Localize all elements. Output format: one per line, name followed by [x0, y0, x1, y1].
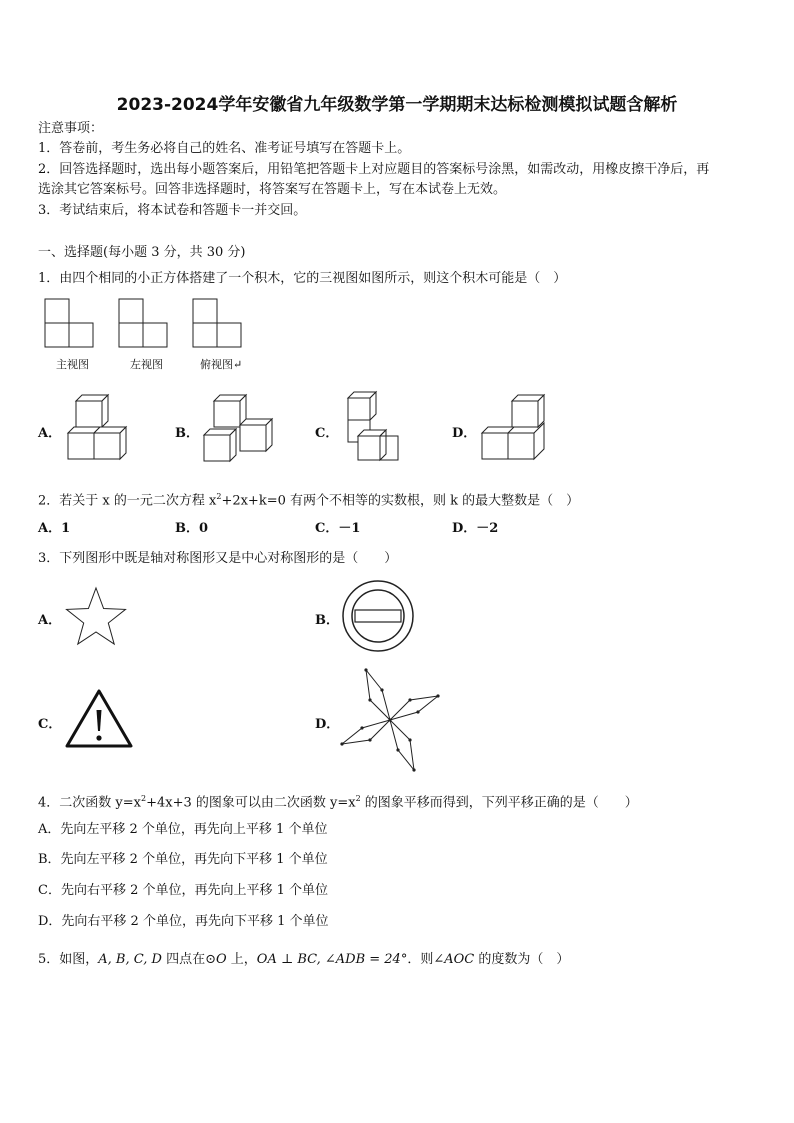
q4-option-b: B．先向左平移 2 个单位，再先向下平移 1 个单位: [38, 852, 328, 867]
q1-option-a-label: A．: [38, 426, 62, 441]
question-4-stem: [38, 791, 638, 811]
note-3: 3．考试结束后，将本试卷和答题卡一并交回。: [38, 203, 307, 218]
pinwheel-figure: [340, 666, 440, 774]
question-5-stem: [38, 952, 569, 968]
q3-option-d-label: D．: [315, 717, 340, 732]
q3-option-b-label: B．: [315, 613, 339, 628]
star-figure: [63, 586, 129, 648]
q3-option-c-label: C．: [38, 717, 62, 732]
q4-exponent-1: 2: [140, 794, 147, 803]
note-2-cont: 选涂其它答案标号。回答非选择题时，将答案写在答题卡上，写在本试卷上无效。: [38, 182, 507, 197]
notes-heading: 注意事项：: [38, 121, 104, 136]
top-view-caption: 俯视图↵: [200, 358, 243, 371]
side-view-shape: [119, 299, 167, 347]
note-1: 1．答卷前，考生务必将自己的姓名、准考证号填写在答题卡上。: [38, 141, 411, 156]
note-2: 2．回答选择题时，选出每小题答案后，用铅笔把答题卡上对应题目的答案标号涂黑，如需改动，用橡皮擦干净后，再: [38, 162, 710, 177]
q2-option-c: C．－1: [315, 521, 361, 536]
q2-option-d: D．－2: [452, 521, 499, 536]
q1-option-b-label: B．: [175, 426, 199, 441]
q2-exponent: 2: [216, 492, 222, 501]
front-view-caption: 主视图: [56, 358, 89, 371]
q4-stem-part3: 的图象平移而得到，下列平移正确的是（ ）: [360, 795, 638, 811]
q4-option-a: A．先向左平移 2 个单位，再先向上平移 1 个单位: [38, 822, 328, 837]
q3-option-a-label: A．: [38, 613, 62, 628]
q5-condition: OA ⊥ BC, ∠ADB = 24°: [256, 952, 408, 967]
q5-stem-part3: 上，: [226, 952, 257, 967]
section-heading: 一、选择题(每小题 3 分，共 30 分): [38, 245, 246, 260]
circle-symbol-figure: [341, 579, 415, 653]
q5-stem-part4: ．则: [407, 952, 434, 967]
q1-option-b-figure: [202, 393, 282, 465]
q2-stem-part1: 2．若关于 x 的一元二次方程 x: [38, 493, 217, 509]
side-view-caption: 左视图: [130, 358, 163, 371]
question-3-stem: 3．下列图形中既是轴对称图形又是中心对称图形的是（ ）: [38, 551, 398, 566]
q4-option-d: D．先向右平移 2 个单位，再先向下平移 1 个单位: [38, 914, 329, 929]
q5-stem-part2: 四点在⊙: [161, 952, 216, 967]
q2-option-b: B．0: [175, 521, 209, 536]
q1-option-d-label: D．: [452, 426, 477, 441]
question-1-stem: 1．由四个相同的小正方体搭建了一个积木，它的三视图如图所示，则这个积木可能是（ ）: [38, 271, 567, 286]
warning-triangle-figure: [64, 688, 134, 750]
q5-circle-label: O: [215, 952, 227, 967]
q4-exponent-2: 2: [355, 794, 361, 803]
q1-option-d-figure: [480, 393, 560, 465]
q5-stem-part1: 5．如图，: [38, 952, 99, 967]
q2-stem-part2: +2x+k=0 有两个不相等的实数根，则 k 的最大整数是（ ）: [221, 493, 580, 509]
q1-option-c-label: C．: [315, 426, 339, 441]
q5-stem-part5: 的度数为（ ）: [474, 952, 570, 967]
q4-stem-part1: 4．二次函数 y=x: [38, 795, 141, 811]
three-views-figure: [44, 298, 264, 358]
page-title: 2023-2024学年安徽省九年级数学第一学期期末达标检测模拟试题含解析: [116, 95, 678, 115]
q5-points-label: A, B, C, D: [98, 952, 162, 967]
q1-option-a-figure: [66, 393, 136, 463]
top-view-shape: [193, 299, 241, 347]
front-view-shape: [45, 299, 93, 347]
question-2-stem: [38, 489, 579, 509]
q4-option-c: C．先向右平移 2 个单位，再先向上平移 1 个单位: [38, 883, 329, 898]
q4-stem-part2: +4x+3 的图象可以由二次函数 y=x: [146, 795, 356, 811]
q2-option-a: A．1: [38, 521, 71, 536]
q1-option-c-figure: [344, 390, 404, 470]
q5-angle-label: ∠AOC: [433, 952, 475, 967]
